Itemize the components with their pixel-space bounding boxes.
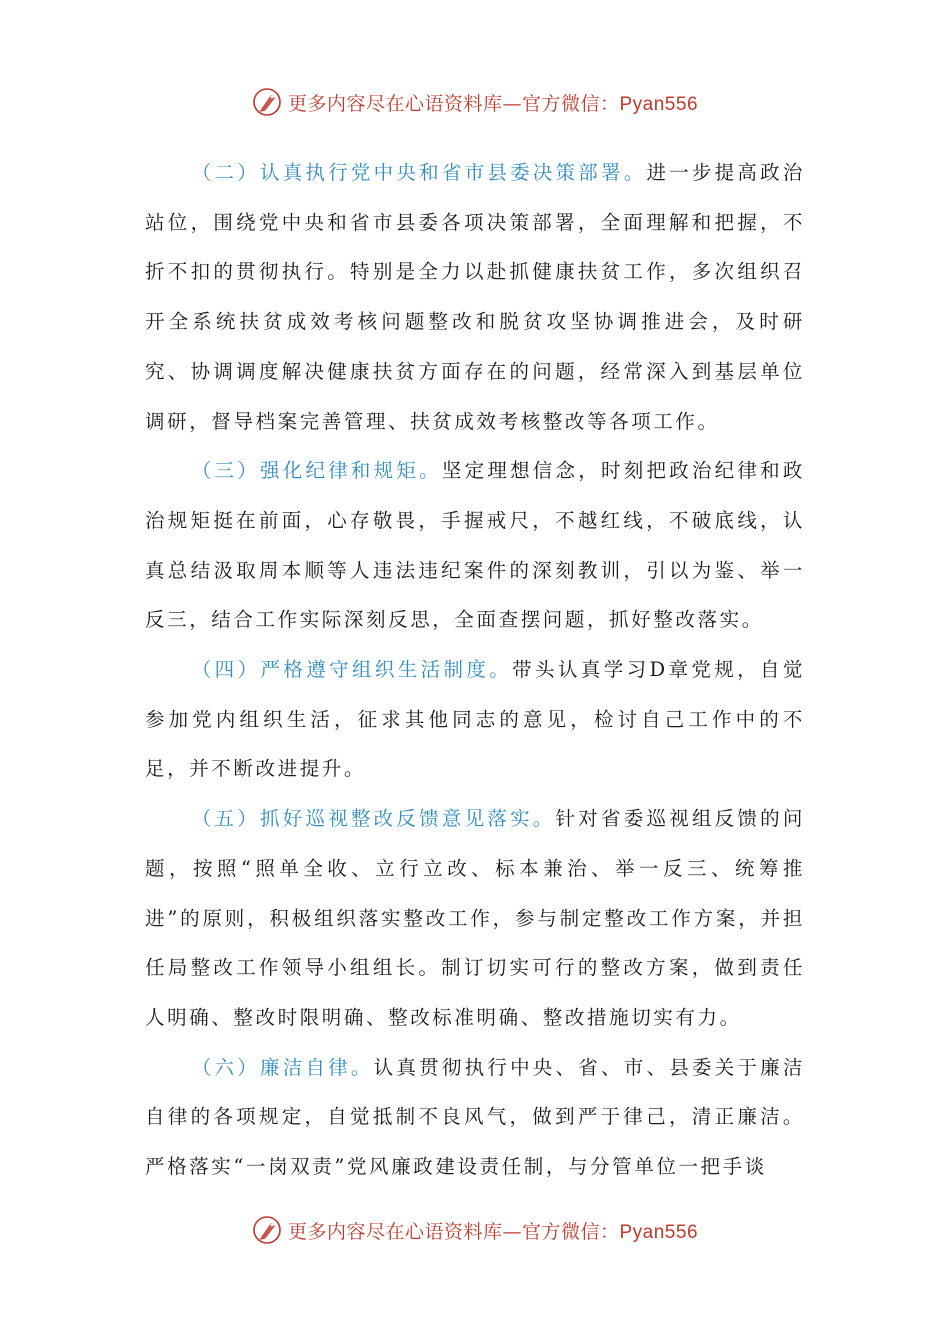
pen-nib-logo-icon: [252, 1215, 282, 1245]
paragraph-3: [145, 446, 805, 645]
section-body: 坚定理想信念，时刻把政治纪律和政治规矩挺在前面，心存敬畏，手握戒尺，不越红线，不破底线，认真总结汲取周本顺等人违法违纪案件的深刻教训，引以为鉴、举一反三，结合工作实际深刻反思，全面查摆问题，抓好整改落实。: [145, 459, 805, 632]
paragraph-6: [145, 1043, 805, 1192]
pen-nib-logo-icon: [252, 87, 282, 117]
section-heading: （四）严格遵守组织生活制度。: [191, 658, 513, 682]
section-heading: （五）抓好巡视整改反馈意见落实。: [191, 807, 556, 831]
banner-wechat-id: Pyan556: [619, 1221, 699, 1243]
paragraph-2: [145, 148, 805, 446]
section-body: 进一步提高政治站位，围绕党中央和省市县委各项决策部署，全面理解和把握，不折不扣的贯彻执行。特别是全力以赴抓健康扶贫工作，多次组织召开全系统扶贫成效考核问题整改和脱贫攻坚协调推进会，及时研究、协调调度解决健康扶贫方面存在的问题，经常深入到基层单位调研，督导档案完善管理、扶贫成效考核整改等各项工作。: [145, 161, 805, 433]
footer-banner: [0, 1210, 950, 1250]
section-body: 认真贯彻执行中央、省、市、县委关于廉洁自律的各项规定，自觉抵制不良风气，做到严于律己，清正廉洁。严格落实“一岗双责”党风廉政建设责任制，与分管单位一把手谈: [145, 1055, 805, 1179]
header-banner: [0, 82, 950, 122]
section-body: 带头认真学习D章党规，自觉参加党内组织生活，征求其他同志的意见，检讨自己工作中的不足，并不断改进提升。: [145, 658, 806, 781]
document-body: [145, 148, 805, 1192]
paragraph-5: [145, 794, 805, 1043]
section-heading: （二）认真执行党中央和省市县委决策部署。: [191, 161, 647, 184]
banner-promo-text: 更多内容尽在心语资料库—官方微信：: [287, 92, 620, 115]
banner-promo-text: 更多内容尽在心语资料库—官方微信：: [287, 1220, 620, 1243]
section-body: 针对省委巡视组反馈的问题，按照“照单全收、立行立改、标本兼治、举一反三、统筹推进”的原则，积极组织落实整改工作，参与制定整改工作方案，并担任局整改工作领导小组组长。制订切实可行的整改方案，做到责任人明确、整改时限明确、整改标准明确、整改措施切实有力。: [145, 807, 805, 1029]
paragraph-4: [145, 645, 805, 794]
section-heading: （六）廉洁自律。: [191, 1055, 374, 1079]
banner-text: [288, 1217, 698, 1244]
banner-wechat-id: Pyan556: [619, 93, 699, 115]
banner-text: [288, 89, 698, 116]
section-heading: （三）强化纪律和规矩。: [191, 459, 442, 483]
